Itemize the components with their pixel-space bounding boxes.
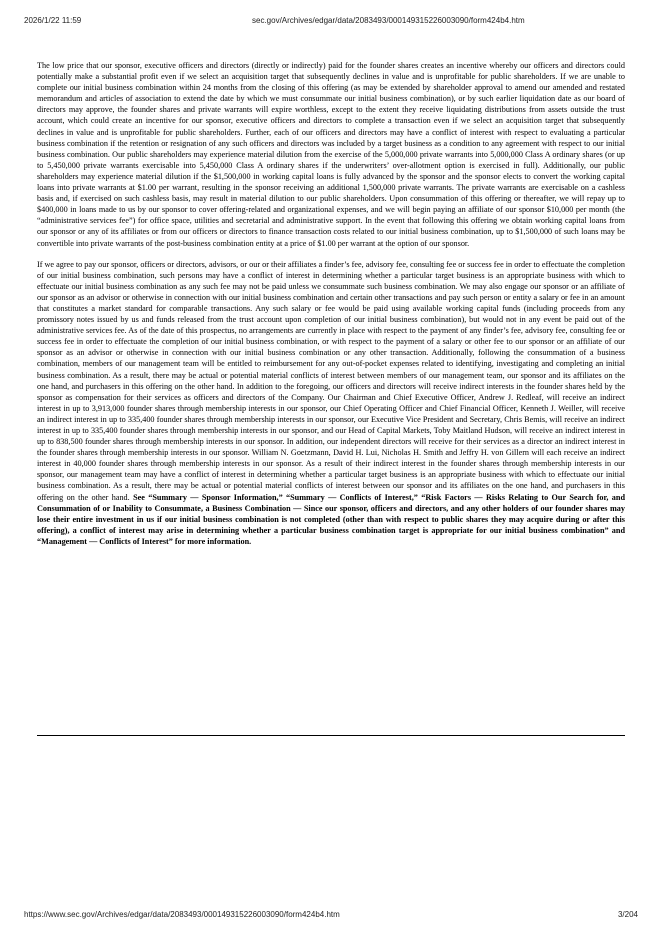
print-datetime: 2026/1/22 11:59 [24,16,82,25]
cross-reference-bold-text: See “Summary — Sponsor Information,” “Summary — Conflicts of Interest,” “Risk Factors — Risks Relating to Our Search for, and Consummation of or Inability to Consummate, a Business Combination — Since our sponsor, officers and directors, and any other holders of our founder shares may lose their entire investment in us if our initial business combination is not completed (other than with respect to public shares they may acquire during or after this offering), a conflict of interest may arise in determining whether a particular business combination target is appropriate for our initial business combination” and “Management — Conflicts of Interest” for more information. [37,492,625,546]
print-header-url: sec.gov/Archives/edgar/data/2083493/000149315226003090/form424b4.htm [252,16,525,25]
paragraph-conflicts-of-interest [37,259,625,547]
paragraph-conflicts-text: If we agree to pay our sponsor, officers or directors, advisors, or our or their affiliates a finder’s fee, advisory fee, consulting fee or success fee in order to effectuate the completion of our initial business combination, such persons may have a conflict of interest in determining whether a particular target business is an appropriate business with which to effectuate our initial business combination as any such fee may not be paid unless we consummate such business combination. We may also engage our sponsor or an affiliate of our sponsor as an advisor or otherwise in connection with our initial business combination and certain other transactions and pay such person or entity a salary or fee in an amount that constitutes a market standard for comparable transactions. Any such salary or fee would be paid using available working capital funds (including proceeds from any promissory notes issued by us and funds released from the trust account upon completion of our initial business combination), but would not in any event be paid out of the administrative services fee. As of the date of this prospectus, no arrangements are currently in place with respect to the payment of any finder’s fee, advisory fee, consulting fee or success fee in order to effectuate the completion of our initial business combination, or with respect to the payment of a salary or other fee to our sponsor or an affiliate of our sponsor as an advisor or otherwise in connection with our initial business combination or any other transaction. Additionally, following the consummation of a business combination, members of our management team will be entitled to reimbursement for any out-of-pocket expenses related to identifying, investigating and completing an initial business combination. As a result, there may be actual or potential material conflicts of interest between members of our management team, our sponsor and its affiliates on the one hand, and purchasers in this offering on the other hand. In addition to the foregoing, our officers and directors will receive indirect interests in the founder shares held by the sponsor as compensation for their services as officers and directors of the Company. Our Chairman and Chief Executive Officer, Andrew J. Redleaf, will receive an indirect interest in up to 3,913,000 founder shares through membership interests in our sponsor, our Chief Operating Officer and Chief Financial Officer, Kenneth J. Weiller, will receive an indirect interest in up to 335,400 founder shares through membership interests in our sponsor, our Executive Vice President and Secretary, Chris Bemis, will receive an indirect interest in up to 335,400 founder shares through membership interests in our sponsor, and our Head of Capital Markets, Toby Maitland Hudson, will receive an indirect interest in up to 838,500 founder shares through membership interests in our sponsor. In addition, our independent directors will receive for their services as a director an indirect interest in the founder shares through membership interests in our sponsor. William N. Goetzmann, David H. Lui, Nicholas H. Smith and Jeffry H. von Gillern will each receive an indirect interest in 40,000 founder shares through membership interests in our sponsor. As a result of their indirect interest in the founder shares through membership interests in our sponsor, our management team may have a conflict of interest in determining whether a particular target business is an appropriate business with which to effectuate our initial business combination. As a result, there may be actual or potential material conflicts of interest between our sponsor and its affiliates on the one hand, and purchasers in this offering on the other hand. [37,259,625,502]
page-number: 3/204 [617,910,638,919]
paragraph-founder-shares-incentive: The low price that our sponsor, executive officers and directors (directly or indirectly) paid for the founder shares creates an incentive whereby our officers and directors could potentially make a substantial profit even if we select an acquisition target that subsequently declines in value and is unprofitable for public shareholders. If we are unable to complete our initial business combination within 24 months from the closing of this offering (as may be extended by shareholder approval to amend our amended and restated memorandum and articles of association to extend the date by which we must consummate our initial business combination), or by such earlier liquidation date as our board of directors may approve, the founder shares and private warrants will expire worthless, except to the extent they receive liquidating distributions from assets outside the trust account, which could create an incentive for our sponsor, executive officers and directors to complete a transaction even if we select an acquisition target that subsequently declines in value and is unprofitable for public shareholders. Further, each of our officers and directors may have a conflict of interest with respect to evaluating a particular business combination if the retention or resignation of any such officers and directors was included by a target business as a condition to any agreement with respect to our initial business combination. Our public shareholders may experience material dilution from the exercise of the 5,000,000 private warrants into 5,000,000 Class A ordinary shares (or up to 5,450,000 private warrants exercisable into 5,450,000 Class A ordinary shares if the underwriters’ over-allotment option is exercised in full). Additionally, our public shareholders may experience material dilution if the $1,500,000 in working capital loans is fully advanced by the sponsor and the sponsor elects to convert the working capital loans into private warrants at $1.00 per warrant, resulting in the sponsor receiving an additional 1,500,000 private warrants. The private warrants are exercisable on a cashless basis and, if exercised on such cashless basis, may result in material dilution to our public shareholders. Upon consummation of this offering or thereafter, we will repay up to $400,000 in loans made to us by our sponsor to cover offering-related and organizational expenses, and we will begin paying an affiliate of our sponsor $10,000 per month (the “administrative services fee”) for office space, utilities and secretarial and administrative support. In the event that following this offering we obtain working capital loans from our sponsor or any of its affiliates or from our officers or directors to finance transaction costs related to our initial business combination, up to $1,500,000 of such loans may be convertible into private warrants of the post-business combination entity at a price of $1.00 per warrant at the option of our sponsor. [37,61,625,248]
section-divider [37,735,625,736]
print-header [24,16,638,28]
document-body [37,60,625,547]
print-footer-url: https://www.sec.gov/Archives/edgar/data/2083493/000149315226003090/form424b4.htm [24,910,340,919]
print-footer [24,910,638,922]
